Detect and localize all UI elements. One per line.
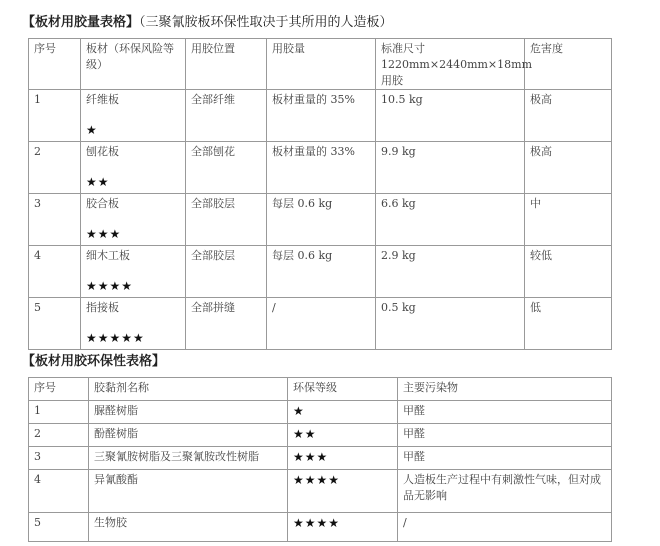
table1-heading-bold: 【板材用胶量表格】 — [22, 15, 140, 30]
glue-position: 全部拼缝 — [186, 298, 267, 350]
table1-header-hazard: 危害度 — [525, 39, 612, 90]
adhesive-name: 脲醛树脂 — [89, 401, 288, 424]
table2-header-row — [29, 378, 612, 401]
glue-amount: 板材重量的 33% — [267, 142, 376, 194]
risk-stars: ★★★★★ — [86, 331, 145, 345]
table1-header-standard: 标准尺寸 1220mm×2440mm×18mm 用胶 — [376, 39, 525, 90]
table2-header-no: 序号 — [29, 378, 89, 401]
table1-header-row — [29, 39, 612, 90]
table-row — [29, 142, 612, 194]
standard-glue: 10.5 kg — [376, 90, 525, 142]
table1-header-amount: 用胶量 — [267, 39, 376, 90]
main-pollutant: 甲醛 — [398, 401, 612, 424]
table1-header-no: 序号 — [29, 39, 81, 90]
table-row — [29, 513, 612, 542]
table1-header-board: 板材（环保风险等级） — [81, 39, 186, 90]
board-cell — [81, 246, 186, 298]
row-number: 2 — [29, 424, 89, 447]
hazard-level: 较低 — [525, 246, 612, 298]
row-number: 1 — [29, 401, 89, 424]
board-name: 胶合板 — [86, 197, 119, 210]
standard-glue: 2.9 kg — [376, 246, 525, 298]
glue-eco-table — [28, 377, 612, 542]
row-number: 5 — [29, 513, 89, 542]
row-number: 5 — [29, 298, 81, 350]
main-pollutant: 甲醛 — [398, 447, 612, 470]
row-number: 2 — [29, 142, 81, 194]
table-row — [29, 246, 612, 298]
table2-heading: 【板材用胶环保性表格】 — [22, 354, 166, 369]
table-row — [29, 470, 612, 513]
hazard-level: 极高 — [525, 90, 612, 142]
board-cell — [81, 298, 186, 350]
glue-amount: 板材重量的 35% — [267, 90, 376, 142]
main-pollutant: 人造板生产过程中有刺激性气味，但对成品无影响 — [398, 470, 612, 513]
glue-position: 全部纤维 — [186, 90, 267, 142]
table-row — [29, 298, 612, 350]
glue-amount: 每层 0.6 kg — [267, 246, 376, 298]
eco-grade-stars: ★★★ — [288, 447, 398, 470]
table2-header-name: 胶黏剂名称 — [89, 378, 288, 401]
hazard-level: 极高 — [525, 142, 612, 194]
hazard-level: 低 — [525, 298, 612, 350]
glue-amount-table — [28, 38, 612, 350]
standard-glue: 0.5 kg — [376, 298, 525, 350]
glue-amount: / — [267, 298, 376, 350]
risk-stars: ★★★★ — [86, 279, 134, 293]
risk-stars: ★ — [86, 123, 98, 137]
table-row — [29, 90, 612, 142]
adhesive-name: 酚醛树脂 — [89, 424, 288, 447]
row-number: 1 — [29, 90, 81, 142]
hazard-level: 中 — [525, 194, 612, 246]
risk-stars: ★★ — [86, 175, 110, 189]
board-name: 刨花板 — [86, 145, 119, 158]
main-pollutant: / — [398, 513, 612, 542]
row-number: 4 — [29, 246, 81, 298]
adhesive-name: 生物胶 — [89, 513, 288, 542]
board-name: 细木工板 — [86, 249, 130, 262]
glue-position: 全部胶层 — [186, 246, 267, 298]
table-row — [29, 424, 612, 447]
adhesive-name: 异氰酸酯 — [89, 470, 288, 513]
row-number: 3 — [29, 447, 89, 470]
board-name: 指接板 — [86, 301, 119, 314]
main-pollutant: 甲醛 — [398, 424, 612, 447]
table-row — [29, 194, 612, 246]
eco-grade-stars: ★★ — [288, 424, 398, 447]
standard-glue: 6.6 kg — [376, 194, 525, 246]
board-cell — [81, 194, 186, 246]
table2-header-grade: 环保等级 — [288, 378, 398, 401]
table-row — [29, 447, 612, 470]
table2-header-pollutant: 主要污染物 — [398, 378, 612, 401]
standard-glue: 9.9 kg — [376, 142, 525, 194]
eco-grade-stars: ★★★★ — [288, 513, 398, 542]
adhesive-name: 三聚氰胺树脂及三聚氰胺改性树脂 — [89, 447, 288, 470]
glue-position: 全部胶层 — [186, 194, 267, 246]
risk-stars: ★★★ — [86, 227, 122, 241]
table1-heading — [22, 11, 393, 30]
table-row — [29, 401, 612, 424]
row-number: 4 — [29, 470, 89, 513]
table1-header-position: 用胶位置 — [186, 39, 267, 90]
eco-grade-stars: ★ — [288, 401, 398, 424]
table1-heading-note: （三聚氰胺板环保性取决于其所用的人造板） — [139, 15, 393, 30]
glue-amount: 每层 0.6 kg — [267, 194, 376, 246]
glue-position: 全部刨花 — [186, 142, 267, 194]
eco-grade-stars: ★★★★ — [288, 470, 398, 513]
board-cell — [81, 90, 186, 142]
board-cell — [81, 142, 186, 194]
board-name: 纤维板 — [86, 93, 119, 106]
row-number: 3 — [29, 194, 81, 246]
